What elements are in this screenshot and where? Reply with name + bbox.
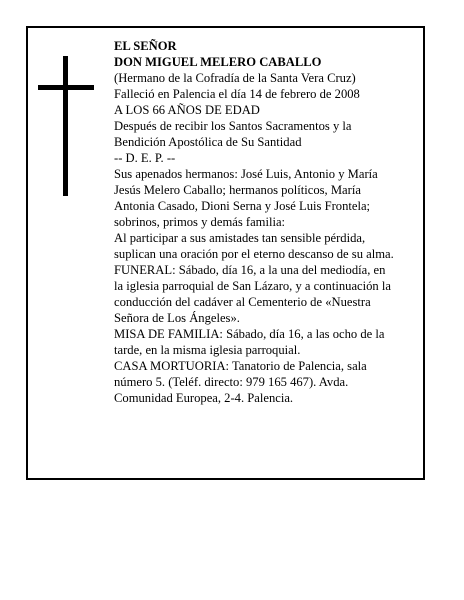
funeral-line-3: conducción del cadáver al Cementerio de «Nuestra <box>114 295 371 309</box>
funeral-home-line-2: número 5. (Teléf. directo: 979 165 467). Avda. <box>114 375 349 389</box>
heading-title: EL SEÑOR <box>114 39 177 53</box>
obituary-text <box>114 38 424 406</box>
death-date: Falleció en Palencia el día 14 de febrero de 2008 <box>114 87 360 101</box>
deceased-name: DON MIGUEL MELERO CABALLO <box>114 55 322 69</box>
family-line-2: Jesús Melero Caballo; hermanos políticos, María <box>114 183 361 197</box>
cross-horizontal-bar <box>38 85 94 90</box>
family-line-1: Sus apenados hermanos: José Luis, Antonio y María <box>114 167 378 181</box>
funeral-home-line-3: Comunidad Europea, 2-4. Palencia. <box>114 391 294 405</box>
request-line-2: suplican una oración por el eterno descanso de su alma. <box>114 247 394 261</box>
sacraments-line-2: Bendición Apostólica de Su Santidad <box>114 135 302 149</box>
cross-vertical-bar <box>63 56 68 196</box>
family-line-3: Antonia Casado, Dioni Serna y José Luis Frontela; <box>114 199 371 213</box>
sacraments-line-1: Después de recibir los Santos Sacramentos y la <box>114 119 352 133</box>
family-mass-line-2: tarde, en la misma iglesia parroquial. <box>114 343 301 357</box>
age: A LOS 66 AÑOS DE EDAD <box>114 103 260 117</box>
family-line-4: sobrinos, primos y demás familia: <box>114 215 286 229</box>
funeral-line-1: FUNERAL: Sábado, día 16, a la una del mediodía, en <box>114 263 386 277</box>
family-mass-line-1: MISA DE FAMILIA: Sábado, día 16, a las ocho de la <box>114 327 385 341</box>
rip: -- D. E. P. -- <box>114 151 176 165</box>
brotherhood-note: (Hermano de la Cofradía de la Santa Vera Cruz) <box>114 71 356 85</box>
funeral-line-2: la iglesia parroquial de San Lázaro, y a continuación la <box>114 279 391 293</box>
funeral-home-line-1: CASA MORTUORIA: Tanatorio de Palencia, sala <box>114 359 367 373</box>
funeral-line-4: Señora de Los Ángeles». <box>114 311 240 325</box>
request-line-1: Al participar a sus amistades tan sensible pérdida, <box>114 231 366 245</box>
